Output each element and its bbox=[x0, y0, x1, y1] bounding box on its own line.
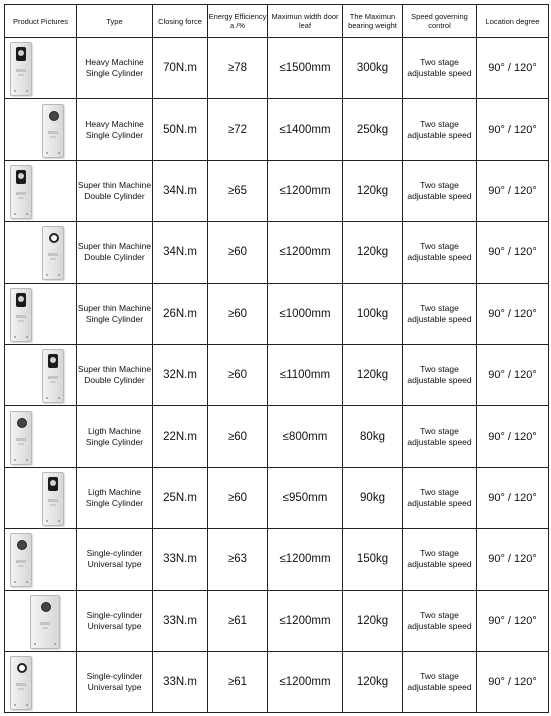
header-speed-control: Speed governing control bbox=[403, 5, 477, 38]
door-closer-image bbox=[10, 165, 32, 219]
product-picture-cell bbox=[5, 283, 77, 344]
type-line1: Ligth Machine bbox=[88, 425, 141, 436]
speed-line2: adjustable speed bbox=[407, 190, 472, 201]
door-closer-image bbox=[10, 656, 32, 710]
speed-line1: Two stage bbox=[420, 179, 459, 190]
product-picture-cell bbox=[5, 38, 77, 99]
speed-line1: Two stage bbox=[420, 486, 459, 497]
product-picture bbox=[6, 530, 76, 588]
type-cell bbox=[77, 222, 153, 283]
closing-force-cell: 25N.m bbox=[153, 467, 208, 528]
type-line1: Super thin Machine bbox=[77, 302, 152, 313]
adjuster-icon bbox=[48, 354, 58, 368]
speed-control-cell bbox=[403, 529, 477, 590]
speed-line2: adjustable speed bbox=[407, 129, 472, 140]
speed-line1: Two stage bbox=[420, 118, 459, 129]
table-row bbox=[5, 651, 549, 712]
max-width-cell: ≤1200mm bbox=[268, 651, 343, 712]
max-width-cell: ≤1400mm bbox=[268, 99, 343, 160]
product-picture-cell bbox=[5, 651, 77, 712]
header-efficiency-line2: a /% bbox=[229, 21, 245, 30]
door-closer-image bbox=[42, 472, 64, 526]
location-degree-cell: 90° / 120° bbox=[477, 467, 549, 528]
table-row bbox=[5, 344, 549, 405]
speed-control-cell bbox=[403, 406, 477, 467]
speed-line1: Two stage bbox=[420, 548, 459, 559]
max-width-cell: ≤1500mm bbox=[268, 38, 343, 99]
closing-force-cell: 26N.m bbox=[153, 283, 208, 344]
closing-force-cell: 33N.m bbox=[153, 590, 208, 651]
location-degree-cell: 90° / 120° bbox=[477, 99, 549, 160]
table-row bbox=[5, 222, 549, 283]
location-degree-cell: 90° / 120° bbox=[477, 38, 549, 99]
type-line2: Double Cylinder bbox=[84, 252, 145, 263]
header-closing-force: Closing force bbox=[153, 5, 208, 38]
closing-force-cell: 32N.m bbox=[153, 344, 208, 405]
location-degree-cell: 90° / 120° bbox=[477, 406, 549, 467]
location-degree-cell: 90° / 120° bbox=[477, 590, 549, 651]
type-cell bbox=[77, 38, 153, 99]
max-width-cell: ≤1000mm bbox=[268, 283, 343, 344]
table-row bbox=[5, 99, 549, 160]
speed-control-cell bbox=[403, 160, 477, 221]
efficiency-cell: ≥63 bbox=[208, 529, 268, 590]
header-product-pictures: Product Pictures bbox=[5, 5, 77, 38]
header-location-degree: Location degree bbox=[477, 5, 549, 38]
table-row bbox=[5, 406, 549, 467]
type-line2: Single Cylinder bbox=[85, 313, 144, 324]
type-line2: Universal type bbox=[87, 620, 142, 631]
bearing-weight-cell: 100kg bbox=[343, 283, 403, 344]
type-cell bbox=[77, 283, 153, 344]
adjuster-icon bbox=[17, 418, 27, 428]
max-width-cell: ≤1200mm bbox=[268, 590, 343, 651]
speed-line1: Two stage bbox=[420, 57, 459, 68]
type-line2: Universal type bbox=[87, 682, 142, 693]
efficiency-cell: ≥72 bbox=[208, 99, 268, 160]
header-max-bearing-weight bbox=[343, 5, 403, 38]
type-cell bbox=[77, 529, 153, 590]
product-picture-cell bbox=[5, 344, 77, 405]
max-width-cell: ≤1100mm bbox=[268, 344, 343, 405]
table-row bbox=[5, 467, 549, 528]
product-picture bbox=[6, 408, 76, 466]
bearing-weight-cell: 120kg bbox=[343, 590, 403, 651]
efficiency-cell: ≥61 bbox=[208, 590, 268, 651]
efficiency-cell: ≥60 bbox=[208, 222, 268, 283]
max-width-cell: ≤1200mm bbox=[268, 160, 343, 221]
adjuster-icon bbox=[41, 602, 51, 612]
type-line1: Single-cylinder bbox=[86, 671, 143, 682]
speed-control-cell bbox=[403, 222, 477, 283]
product-picture bbox=[6, 101, 76, 159]
speed-control-cell bbox=[403, 283, 477, 344]
closing-force-cell: 50N.m bbox=[153, 99, 208, 160]
speed-line2: adjustable speed bbox=[407, 68, 472, 79]
speed-line1: Two stage bbox=[420, 241, 459, 252]
efficiency-cell: ≥60 bbox=[208, 344, 268, 405]
type-cell bbox=[77, 344, 153, 405]
product-picture-cell bbox=[5, 590, 77, 651]
bearing-weight-cell: 120kg bbox=[343, 651, 403, 712]
door-closer-image bbox=[10, 42, 32, 96]
speed-line2: adjustable speed bbox=[407, 682, 472, 693]
max-width-cell: ≤800mm bbox=[268, 406, 343, 467]
adjuster-icon bbox=[16, 47, 26, 61]
product-picture-cell bbox=[5, 529, 77, 590]
type-cell bbox=[77, 651, 153, 712]
speed-line2: adjustable speed bbox=[407, 252, 472, 263]
efficiency-cell: ≥78 bbox=[208, 38, 268, 99]
type-line2: Single Cylinder bbox=[85, 68, 144, 79]
speed-line2: adjustable speed bbox=[407, 313, 472, 324]
speed-line1: Two stage bbox=[420, 671, 459, 682]
type-cell bbox=[77, 99, 153, 160]
table-row bbox=[5, 283, 549, 344]
efficiency-cell: ≥65 bbox=[208, 160, 268, 221]
speed-line1: Two stage bbox=[420, 364, 459, 375]
efficiency-cell: ≥60 bbox=[208, 283, 268, 344]
adjuster-icon bbox=[17, 663, 27, 673]
door-closer-image bbox=[10, 411, 32, 465]
product-picture bbox=[6, 39, 76, 97]
type-line2: Double Cylinder bbox=[84, 375, 145, 386]
product-picture-cell bbox=[5, 160, 77, 221]
efficiency-cell: ≥60 bbox=[208, 406, 268, 467]
bearing-weight-cell: 120kg bbox=[343, 344, 403, 405]
product-picture bbox=[6, 162, 76, 220]
product-picture-cell bbox=[5, 467, 77, 528]
closing-force-cell: 70N.m bbox=[153, 38, 208, 99]
header-max-width: Maximun width door leaf bbox=[268, 5, 343, 38]
type-line1: Super thin Machine bbox=[77, 364, 152, 375]
speed-control-cell bbox=[403, 344, 477, 405]
table-row bbox=[5, 38, 549, 99]
type-cell bbox=[77, 590, 153, 651]
closing-force-cell: 22N.m bbox=[153, 406, 208, 467]
location-degree-cell: 90° / 120° bbox=[477, 222, 549, 283]
location-degree-cell: 90° / 120° bbox=[477, 160, 549, 221]
speed-control-cell bbox=[403, 99, 477, 160]
speed-line1: Two stage bbox=[420, 302, 459, 313]
type-line1: Single-cylinder bbox=[86, 609, 143, 620]
type-cell bbox=[77, 406, 153, 467]
table-row bbox=[5, 529, 549, 590]
type-line2: Single Cylinder bbox=[85, 497, 144, 508]
header-row bbox=[5, 5, 549, 38]
door-closer-image bbox=[42, 226, 64, 280]
speed-line1: Two stage bbox=[420, 609, 459, 620]
adjuster-icon bbox=[16, 293, 26, 307]
type-line1: Single-cylinder bbox=[86, 548, 143, 559]
type-line2: Single Cylinder bbox=[85, 436, 144, 447]
product-picture bbox=[6, 469, 76, 527]
bearing-weight-cell: 90kg bbox=[343, 467, 403, 528]
door-closer-image bbox=[30, 595, 60, 649]
closing-force-cell: 34N.m bbox=[153, 160, 208, 221]
location-degree-cell: 90° / 120° bbox=[477, 344, 549, 405]
speed-line2: adjustable speed bbox=[407, 559, 472, 570]
adjuster-icon bbox=[48, 477, 58, 491]
type-cell bbox=[77, 160, 153, 221]
type-line1: Heavy Machine bbox=[85, 57, 144, 68]
adjuster-icon bbox=[49, 111, 59, 121]
product-picture bbox=[6, 285, 76, 343]
type-line1: Heavy Machine bbox=[85, 118, 144, 129]
type-line2: Double Cylinder bbox=[84, 190, 145, 201]
door-closer-image bbox=[42, 104, 64, 158]
header-energy-efficiency bbox=[208, 5, 268, 38]
location-degree-cell: 90° / 120° bbox=[477, 529, 549, 590]
table-row bbox=[5, 160, 549, 221]
closing-force-cell: 33N.m bbox=[153, 651, 208, 712]
product-picture-cell bbox=[5, 222, 77, 283]
product-picture-cell bbox=[5, 99, 77, 160]
bearing-weight-cell: 120kg bbox=[343, 160, 403, 221]
header-bearing-line2: bearing weight bbox=[348, 21, 397, 30]
product-spec-table bbox=[4, 4, 549, 713]
type-line1: Ligth Machine bbox=[88, 486, 141, 497]
speed-control-cell bbox=[403, 38, 477, 99]
header-type: Type bbox=[77, 5, 153, 38]
door-closer-image bbox=[10, 288, 32, 342]
bearing-weight-cell: 300kg bbox=[343, 38, 403, 99]
table-row bbox=[5, 590, 549, 651]
type-line2: Universal type bbox=[87, 559, 142, 570]
type-line1: Super thin Machine bbox=[77, 241, 152, 252]
bearing-weight-cell: 80kg bbox=[343, 406, 403, 467]
bearing-weight-cell: 120kg bbox=[343, 222, 403, 283]
product-picture bbox=[6, 653, 76, 711]
product-picture-cell bbox=[5, 406, 77, 467]
speed-control-cell bbox=[403, 651, 477, 712]
max-width-cell: ≤950mm bbox=[268, 467, 343, 528]
speed-line2: adjustable speed bbox=[407, 436, 472, 447]
type-line2: Single Cylinder bbox=[85, 129, 144, 140]
speed-line2: adjustable speed bbox=[407, 620, 472, 631]
header-bearing-line1: The Maximun bbox=[349, 12, 396, 21]
speed-control-cell bbox=[403, 467, 477, 528]
closing-force-cell: 34N.m bbox=[153, 222, 208, 283]
max-width-cell: ≤1200mm bbox=[268, 529, 343, 590]
header-efficiency-line1: Energy Efficiency bbox=[208, 12, 267, 21]
product-picture bbox=[6, 346, 76, 404]
efficiency-cell: ≥61 bbox=[208, 651, 268, 712]
speed-line1: Two stage bbox=[420, 425, 459, 436]
location-degree-cell: 90° / 120° bbox=[477, 283, 549, 344]
speed-line2: adjustable speed bbox=[407, 497, 472, 508]
type-line1: Super thin Machine bbox=[77, 179, 152, 190]
type-cell bbox=[77, 467, 153, 528]
speed-line2: adjustable speed bbox=[407, 375, 472, 386]
product-picture bbox=[6, 592, 76, 650]
door-closer-image bbox=[10, 533, 32, 587]
adjuster-icon bbox=[17, 540, 27, 550]
max-width-cell: ≤1200mm bbox=[268, 222, 343, 283]
efficiency-cell: ≥60 bbox=[208, 467, 268, 528]
bearing-weight-cell: 150kg bbox=[343, 529, 403, 590]
adjuster-icon bbox=[49, 233, 59, 243]
door-closer-image bbox=[42, 349, 64, 403]
closing-force-cell: 33N.m bbox=[153, 529, 208, 590]
location-degree-cell: 90° / 120° bbox=[477, 651, 549, 712]
bearing-weight-cell: 250kg bbox=[343, 99, 403, 160]
product-picture bbox=[6, 223, 76, 281]
speed-control-cell bbox=[403, 590, 477, 651]
adjuster-icon bbox=[16, 170, 26, 184]
